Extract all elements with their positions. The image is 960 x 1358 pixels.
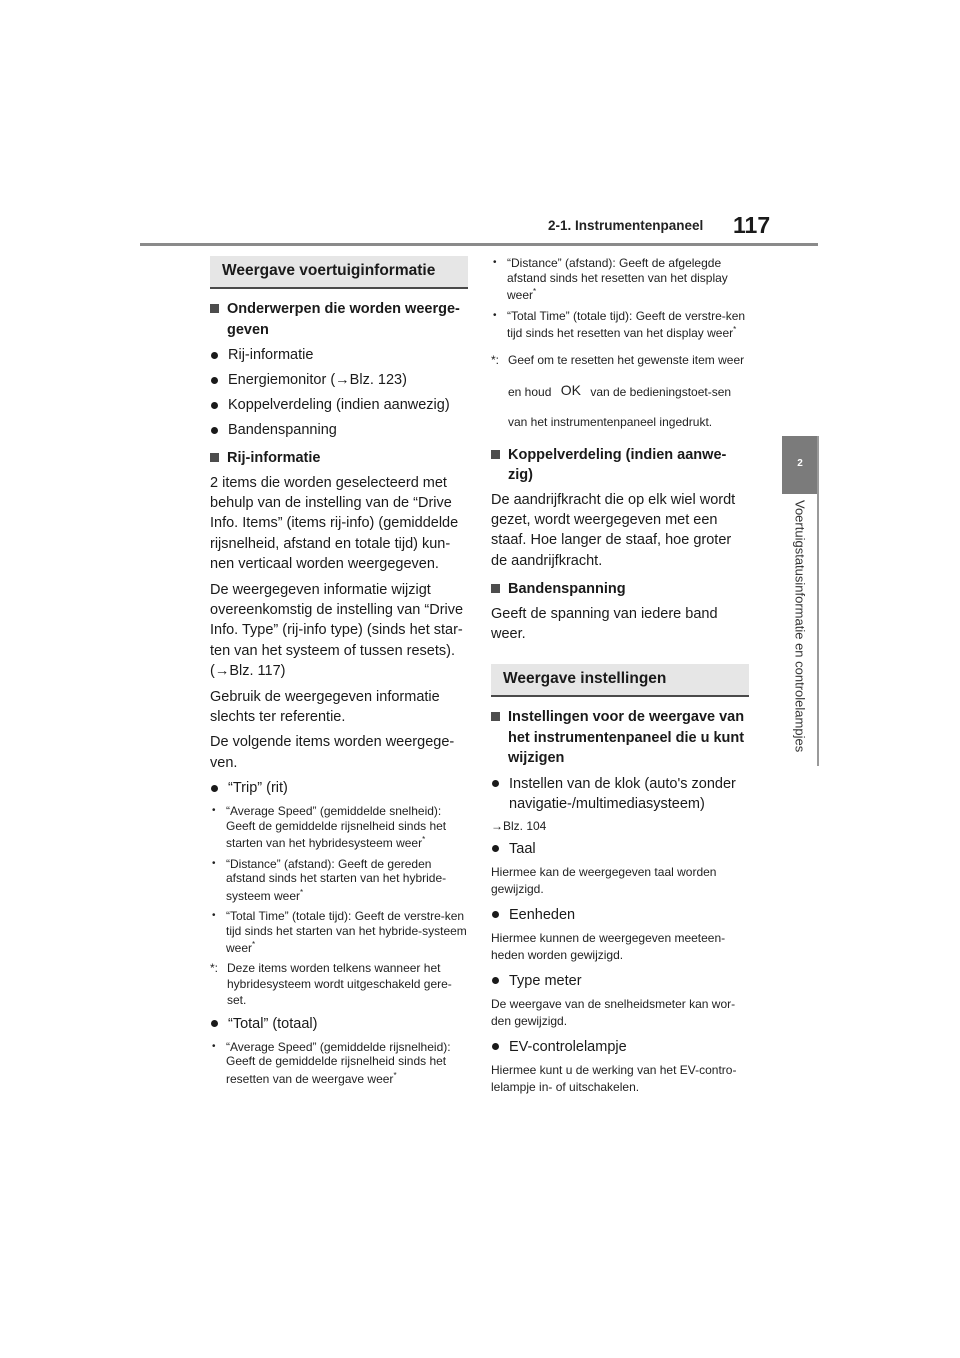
list-item-units: Eenheden xyxy=(491,905,749,925)
list-item: Koppelverdeling (indien aanwezig) xyxy=(210,395,468,415)
square-bullet-icon xyxy=(210,453,219,462)
sub-list-item: • “Distance” (afstand): Geeft de afgelegde afstand sinds het resetten van het display weer* xyxy=(493,256,728,302)
section-title-vehicle-info: Weergave voertuiginformatie xyxy=(210,256,468,289)
sub-list-item: • “Average Speed” (gemiddelde snelheid): Geeft de gemiddelde rijsnelheid sinds het starten van het hybridesysteem weer* xyxy=(212,804,447,851)
square-bullet-icon xyxy=(210,304,219,313)
sub-list-item: • “Total Time” (totale tijd): Geeft de verstre-ken tijd sinds het resetten van het display weer* xyxy=(493,308,746,340)
subheading-tire: Bandenspanning xyxy=(491,579,749,600)
footnote: *: Geef om te resetten het gewenste item weer en houd OK van de bedieningstoet-sen van het instrumentenpaneel ingedrukt. xyxy=(491,352,745,429)
chapter-title: Voertuigstatusinformatie en controlelampjes xyxy=(792,500,808,753)
sub-list-item: • “Total Time” (totale tijd): Geeft de verstre-ken tijd sinds het starten van het hybride-systeem weer* xyxy=(212,909,467,956)
note: Hiermee kunnen de weergegeven meeteen-heden worden gewijzigd. xyxy=(491,930,726,963)
bullet-dot-icon xyxy=(211,427,218,434)
sub-list-item: • “Distance” (afstand): Geeft de gereden afstand sinds het starten van het hybride-systeem weer* xyxy=(212,856,447,903)
chapter-tab-rule xyxy=(817,436,819,766)
page-number: 117 xyxy=(733,212,771,238)
bullet-dot-icon xyxy=(492,780,499,787)
list-item-meter: Type meter xyxy=(491,971,749,991)
footnote: *: Deze items worden telkens wanneer het hybridesysteem wordt uitgeschakeld gere-set. xyxy=(210,960,452,1007)
note: Hiermee kan de weergegeven taal worden gewijzigd. xyxy=(491,864,717,897)
bullet-dot-icon xyxy=(492,845,499,852)
bullet-dot-icon xyxy=(211,1020,218,1027)
chapter-title-vertical xyxy=(790,500,810,780)
section-header: 2-1. Instrumentenpaneel xyxy=(548,218,704,233)
square-bullet-icon xyxy=(491,584,500,593)
square-bullet-icon xyxy=(491,450,500,459)
subheading-settings: Instellingen voor de weergave van het instrumentenpaneel die u kunt wijzigen xyxy=(491,707,749,769)
chapter-number: 2 xyxy=(797,458,803,469)
ok-button-icon: OK xyxy=(560,381,581,398)
paragraph: De aandrijfkracht die op elk wiel wordt gezet, wordt weergegeven met een staaf. Hoe langer de staaf, hoe groter de aandrijfkracht. xyxy=(491,491,736,569)
bullet-dot-icon xyxy=(492,911,499,918)
list-item-language: Taal xyxy=(491,839,749,859)
subheading-torque: Koppelverdeling (indien aanwe-zig) xyxy=(491,445,749,486)
left-column xyxy=(210,256,468,1090)
bullet-dot-icon xyxy=(492,1043,499,1050)
list-item-clock: Instellen van de klok (auto's zonder navigatie-/multimediasysteem) xyxy=(491,774,749,814)
section-title-settings: Weergave instellingen xyxy=(491,664,749,697)
paragraph: De weergegeven informatie wijzigt overeenkomstig de instelling van “Drive Info. Type” (rij-info type) (sinds het star-ten van het systeem of tussen resets). (→Blz. 117) xyxy=(210,581,464,680)
subheading-drive-info: Rij-informatie xyxy=(210,448,468,469)
note: Hiermee kunt u de werking van het EV-contro-lelampje in- of uitschakelen. xyxy=(491,1062,737,1095)
square-bullet-icon xyxy=(491,712,500,721)
note: De weergave van de snelheidsmeter kan wor-den gewijzigd. xyxy=(491,996,736,1029)
bullet-dot-icon xyxy=(211,352,218,359)
list-item: Rij-informatie xyxy=(210,345,468,365)
bullet-dot-icon xyxy=(211,402,218,409)
list-item: Bandenspanning xyxy=(210,420,468,440)
header-rule xyxy=(140,243,818,246)
list-item-total: “Total” (totaal) xyxy=(210,1014,468,1034)
page-reference: →Blz. 104 xyxy=(491,818,547,833)
bullet-dot-icon xyxy=(211,785,218,792)
list-item-trip: “Trip” (rit) xyxy=(210,778,468,798)
subheading-subjects: Onderwerpen die worden weerge-geven xyxy=(210,299,468,340)
right-column xyxy=(491,256,749,1103)
sub-list-item: • “Average Speed” (gemiddelde rijsnelheid): Geeft de gemiddelde rijsnelheid sinds het resetten van de weergave weer* xyxy=(212,1039,451,1086)
paragraph: Gebruik de weergegeven informatie slechts ter referentie. xyxy=(210,688,440,725)
list-item-ev: EV-controlelampje xyxy=(491,1037,749,1057)
paragraph: De volgende items worden weergege-ven. xyxy=(210,734,455,771)
bullet-dot-icon xyxy=(211,377,218,384)
list-item: Energiemonitor (→Blz. 123) xyxy=(210,370,468,390)
paragraph: Geeft de spanning van iedere band weer. xyxy=(491,605,718,643)
paragraph: 2 items die worden geselecteerd met behulp van de instelling van de “Drive Info. Items” (items rij-info) (gemiddelde rijsnelheid, afstand en totale tijd) kun-nen verticaal worden weergegeven. xyxy=(210,474,459,573)
bullet-dot-icon xyxy=(492,977,499,984)
